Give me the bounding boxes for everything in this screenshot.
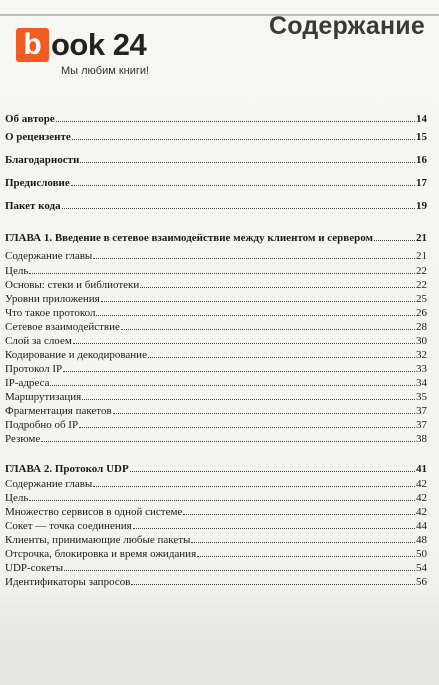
toc-entry-title: UDP-сокеты [5, 562, 64, 574]
toc-subsection-entry [5, 265, 427, 277]
toc-entry-title: Сокет — точка соединения [5, 520, 132, 532]
toc-entry-title: О рецензенте [5, 131, 71, 143]
toc-entry-title: Уровни приложения [5, 293, 100, 305]
toc-entry-title: Цель [5, 492, 29, 504]
page-bottom-shadow [0, 590, 439, 685]
toc-entry-title: Благодарности [5, 154, 80, 166]
dot-leader [41, 440, 415, 442]
toc-subsection-entry [5, 419, 427, 431]
toc-section-entry [5, 463, 427, 475]
toc-page-number: 19 [416, 200, 427, 212]
toc-entry-title: Резюме [5, 433, 41, 445]
dot-leader [93, 485, 415, 487]
toc-page-number: 54 [416, 562, 427, 574]
toc-page-number: 16 [416, 154, 427, 166]
toc-entry-title: Фрагментация пакетов [5, 405, 112, 417]
toc-entry-title: Слой за слоем [5, 335, 72, 347]
toc-subsection-entry [5, 293, 427, 305]
toc-subsection-entry [5, 576, 427, 588]
toc-page-number: 30 [416, 335, 427, 347]
toc-page-number: 34 [416, 377, 427, 389]
toc-page-number: 41 [416, 463, 427, 475]
toc-entry-title: Предисловие [5, 177, 70, 189]
dot-leader [197, 555, 415, 557]
dot-leader [56, 120, 415, 122]
dot-leader [73, 342, 415, 344]
toc-entry-title: Основы: стеки и библиотеки [5, 279, 140, 291]
dot-leader [101, 300, 415, 302]
toc-page-number: 37 [416, 419, 427, 431]
toc-page-number: 28 [416, 321, 427, 333]
toc-subsection-entry [5, 377, 427, 389]
toc-page-number: 26 [416, 307, 427, 319]
toc-entry-title: Множество сервисов в одной системе [5, 506, 183, 518]
toc-page-number: 21 [416, 250, 427, 262]
toc-subsection-entry [5, 562, 427, 574]
dot-leader [121, 328, 415, 330]
toc-subsection-entry [5, 520, 427, 532]
toc-entry-title: ГЛАВА 2. Протокол UDP [5, 463, 129, 475]
toc-section-entry [5, 232, 427, 244]
dot-leader [183, 513, 415, 515]
toc-page-number: 56 [416, 576, 427, 588]
dot-leader [64, 569, 415, 571]
toc-subsection-entry [5, 349, 427, 361]
toc-subsection-entry [5, 534, 427, 546]
toc-section-entry [5, 154, 427, 166]
toc-entry-title: Об авторе [5, 113, 55, 125]
toc-subsection-entry [5, 478, 427, 490]
dot-leader [148, 356, 415, 358]
toc-page-number: 38 [416, 433, 427, 445]
toc-entry-title: Сетевое взаимодействие [5, 321, 120, 333]
toc-entry-title: Клиенты, принимающие любые пакеты [5, 534, 191, 546]
toc-page-number: 25 [416, 293, 427, 305]
toc-subsection-entry [5, 307, 427, 319]
dot-leader [50, 384, 415, 386]
toc-subsection-entry [5, 250, 427, 262]
toc-subsection-entry [5, 391, 427, 403]
toc-page-number: 15 [416, 131, 427, 143]
toc-subsection-entry [5, 363, 427, 375]
toc-entry-title: Отсрочка, блокировка и время ожидания [5, 548, 197, 560]
toc-page-number: 44 [416, 520, 427, 532]
toc-page-number: 42 [416, 478, 427, 490]
book24-logo [16, 27, 150, 77]
logo-tagline: Мы любим книги! [61, 65, 150, 77]
toc-section-entry [5, 131, 427, 143]
toc-entry-title: Пакет кода [5, 200, 61, 212]
toc-subsection-entry [5, 405, 427, 417]
dot-leader [93, 257, 415, 259]
toc-page-number: 17 [416, 177, 427, 189]
toc-section-entry [5, 177, 427, 189]
page-title: Содержание [268, 12, 425, 40]
toc-entry-title: Идентификаторы запросов [5, 576, 131, 588]
dot-leader [131, 583, 415, 585]
dot-leader [113, 412, 415, 414]
dot-leader [79, 426, 415, 428]
dot-leader [72, 138, 415, 140]
toc-page-number: 21 [416, 232, 427, 244]
dot-leader [140, 286, 415, 288]
toc-entry-title: Содержание главы [5, 478, 93, 490]
toc-entry-title: Маршрутизация [5, 391, 82, 403]
dot-leader [82, 398, 415, 400]
toc-entry-title: Протокол IP [5, 363, 63, 375]
dot-leader [191, 541, 415, 543]
toc-page-number: 35 [416, 391, 427, 403]
toc-entry-title: Кодирование и декодирование [5, 349, 147, 361]
dot-leader [96, 314, 415, 316]
toc-section-entry [5, 113, 427, 125]
toc-section-entry [5, 200, 427, 212]
dot-leader [130, 470, 415, 472]
toc-entry-title: ГЛАВА 1. Введение в сетевое взаимодействие между клиентом и сервером [5, 232, 374, 244]
dot-leader [133, 527, 415, 529]
dot-leader [63, 370, 415, 372]
toc-page-number: 14 [416, 113, 427, 125]
toc-subsection-entry [5, 548, 427, 560]
toc-subsection-entry [5, 433, 427, 445]
toc-entry-title: Содержание главы [5, 250, 93, 262]
toc-subsection-entry [5, 506, 427, 518]
toc-page-number: 42 [416, 492, 427, 504]
dot-leader [62, 207, 415, 209]
toc-page-number: 50 [416, 548, 427, 560]
toc-subsection-entry [5, 492, 427, 504]
toc-subsection-entry [5, 321, 427, 333]
logo-wordmark: ook 24 [51, 27, 147, 62]
toc-page-number: 48 [416, 534, 427, 546]
toc-page-number: 37 [416, 405, 427, 417]
dot-leader [71, 184, 415, 186]
toc-page-number: 33 [416, 363, 427, 375]
toc-entry-title: Подробно об IP [5, 419, 79, 431]
dot-leader [374, 239, 415, 241]
logo-letter-badge: b [16, 28, 49, 62]
dot-leader [29, 272, 415, 274]
toc-page-number: 22 [416, 265, 427, 277]
toc-entry-title: Цель [5, 265, 29, 277]
toc-entry-title: IP-адреса [5, 377, 50, 389]
toc-entry-title: Что такое протокол [5, 307, 96, 319]
dot-leader [80, 161, 415, 163]
toc-subsection-entry [5, 335, 427, 347]
toc-page-number: 32 [416, 349, 427, 361]
toc-page-number: 42 [416, 506, 427, 518]
toc-subsection-entry [5, 279, 427, 291]
toc-page-number: 22 [416, 279, 427, 291]
dot-leader [29, 499, 415, 501]
